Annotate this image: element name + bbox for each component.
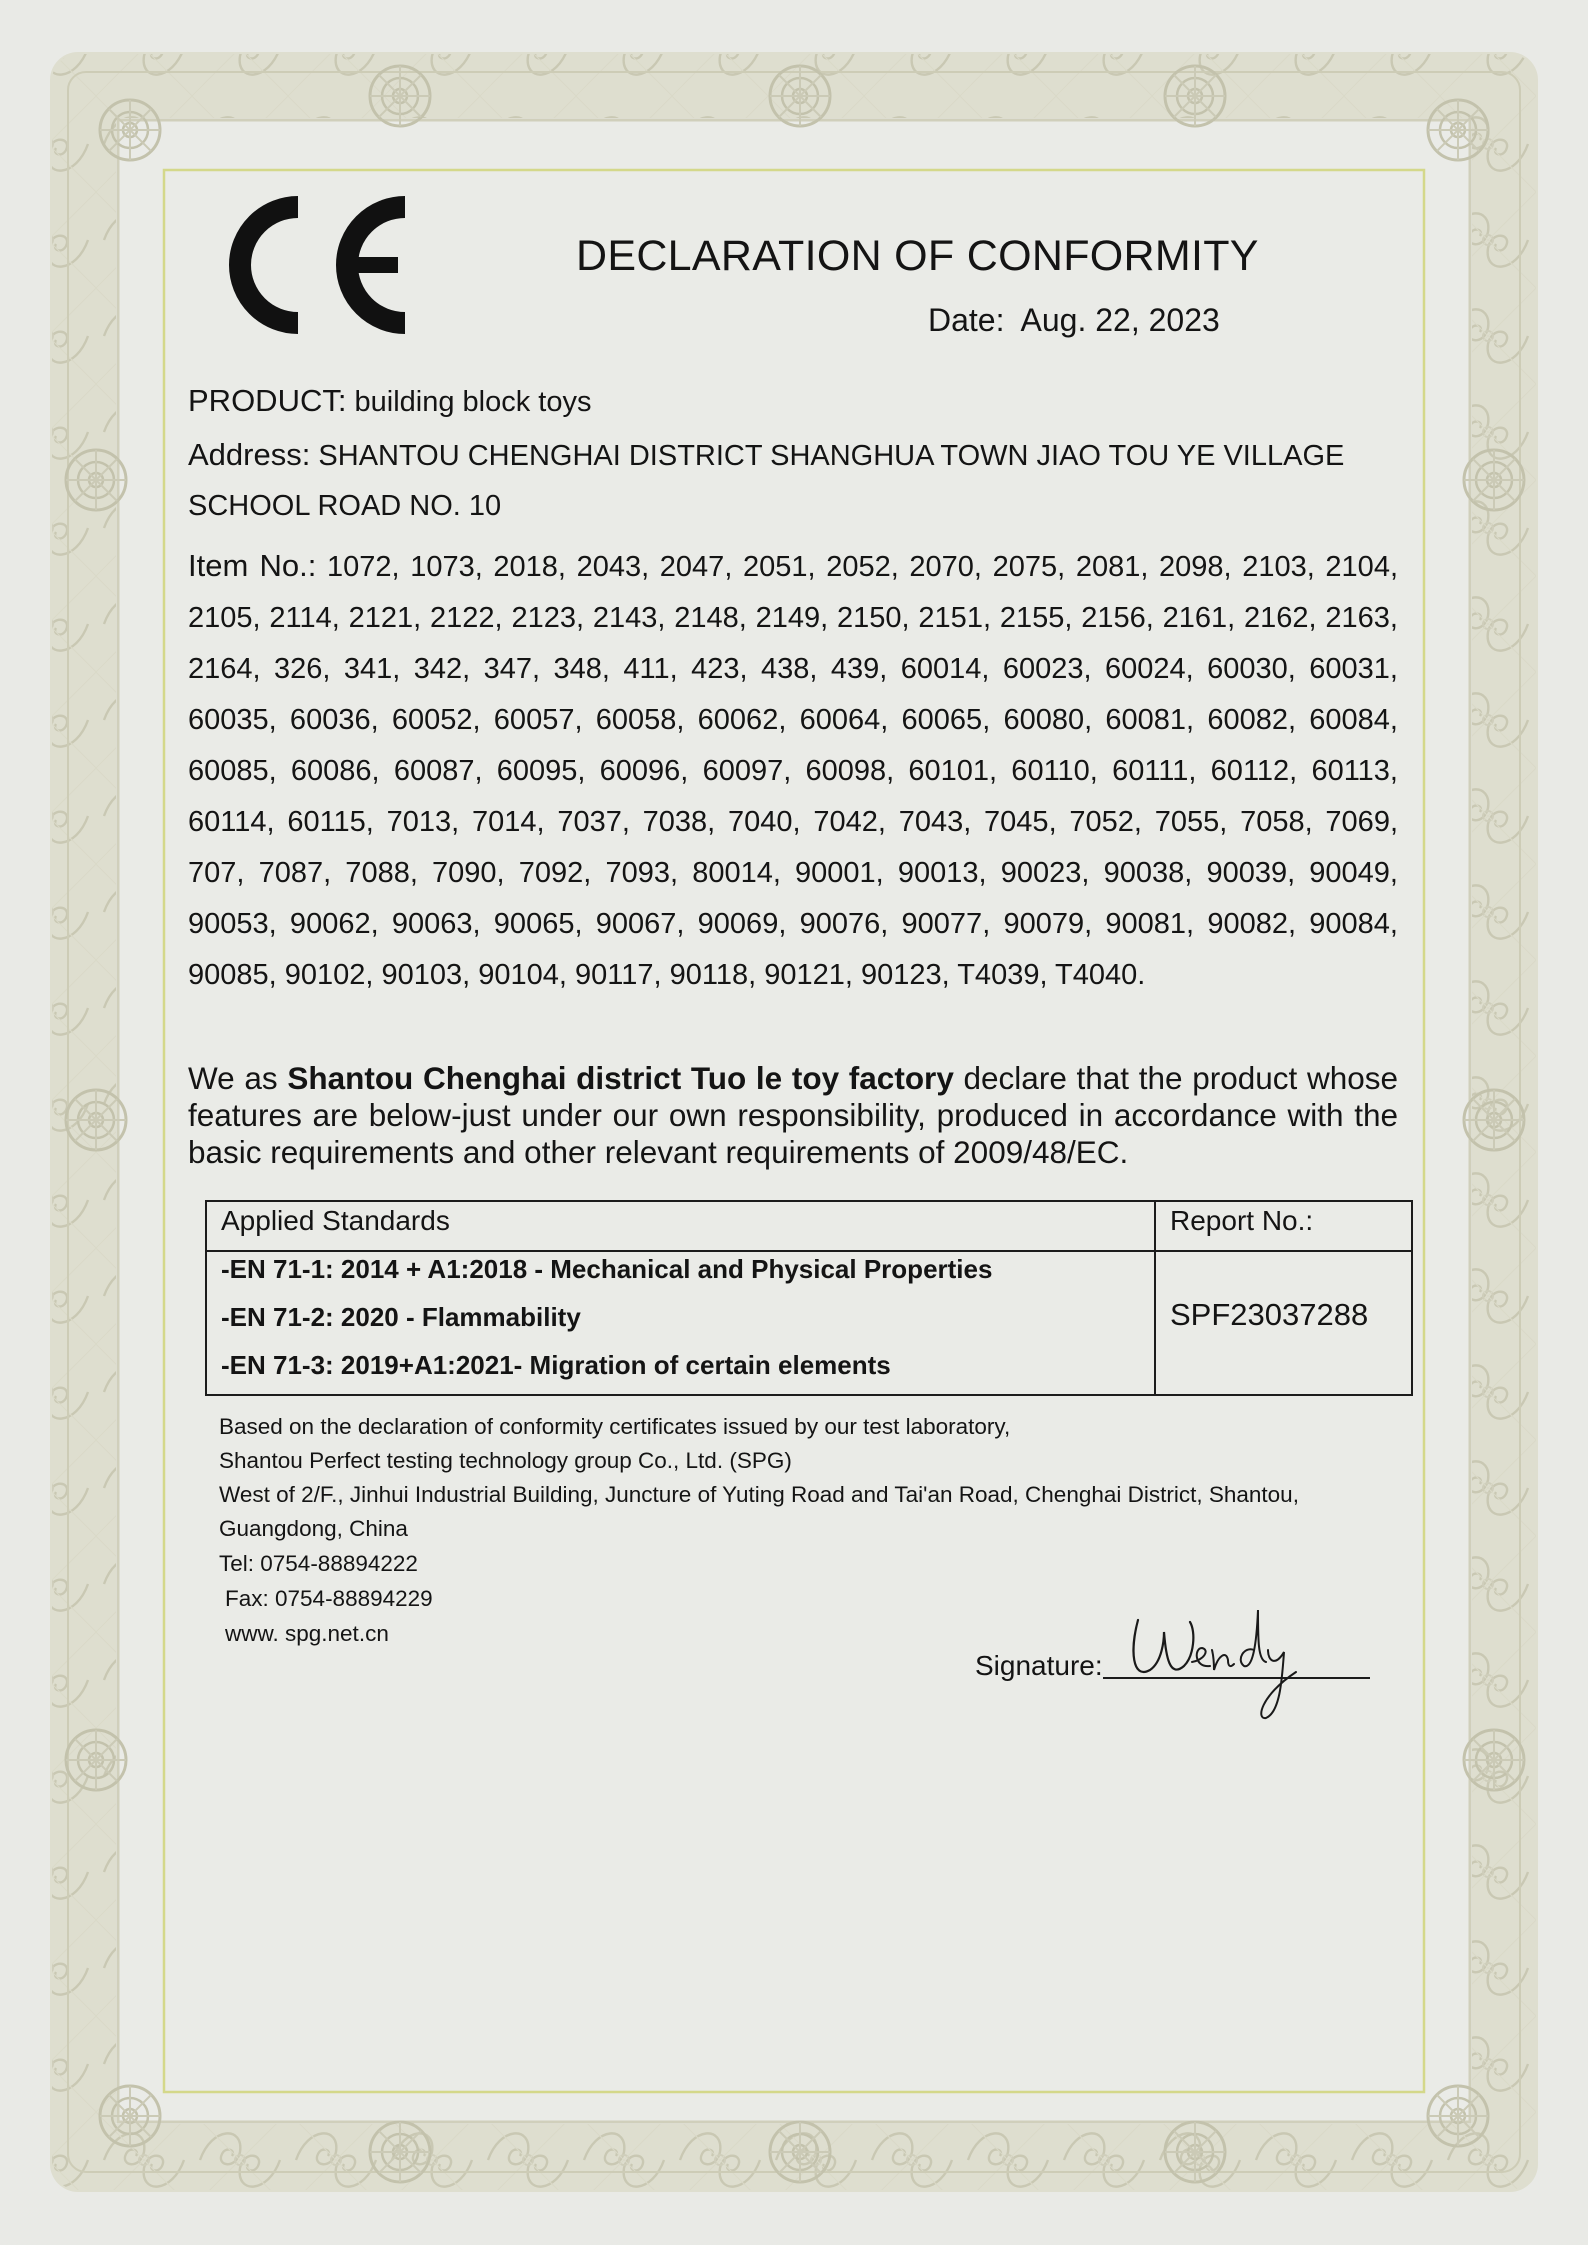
- lab-fax: Fax: 0754-88894229: [225, 1586, 433, 1611]
- standard-row: -EN 71-3: 2019+A1:2021- Migration of certain elements: [221, 1350, 891, 1380]
- declaration-body: declare that the product whose features are below-just under our own responsibility, produced in accordance with the basic requirements and other relevant requirements of 2009/48/EC.: [188, 1060, 1399, 1170]
- address-line-1: [188, 437, 1344, 473]
- lab-statement: Based on the declaration of conformity certificates issued by our test laboratory,: [219, 1414, 1011, 1439]
- declaration-statement: [188, 1060, 1398, 1171]
- product-line: [188, 383, 592, 419]
- item-label: Item No.:: [188, 548, 317, 583]
- document-date: [928, 302, 1220, 339]
- standard-row: -EN 71-1: 2014 + A1:2018 - Mechanical and Physical Properties: [221, 1254, 993, 1284]
- item-values: 1072, 1073, 2018, 2043, 2047, 2051, 2052, 2070, 2075, 2081, 2098, 2103, 2104, 2105, 2114, 2121, 2122, 2123, 2143, 2148, 2149, 2150, 2151, 2155, 2156, 2161, 2162, 2163, 2164, 326, 341, 342, 347, 348, 411, 423, 438, 439, 60014, 60023, 60024, 60030, 60031, 60035, 60036, 60052, 60057, 60058, 60062, 60064, 60065, 60080, 60081, 60082, 60084, 60085, 60086, 60087, 60095, 60096, 60097, 60098, 60101, 60110, 60111, 60112, 60113, 60114, 60115, 7013, 7014, 7037, 7038, 7040, 7042, 7043, 7045, 7052, 7055, 7058, 7069, 707, 7087, 7088, 7090, 7092, 7093, 80014, 90001, 90013, 90023, 90038, 90039, 90049, 90053, 90062, 90063, 90065, 90067, 90069, 90076, 90077, 90079, 90081, 90082, 90084, 90085, 90102, 90103, 90104, 90117, 90118, 90121, 90123, T4039, T4040.: [188, 551, 1399, 991]
- standard-row: -EN 71-2: 2020 - Flammability: [221, 1302, 581, 1332]
- signature-label: Signature:: [975, 1650, 1103, 1681]
- header-report-no: Report No.:: [1170, 1205, 1314, 1236]
- declaration-prefix: We as: [188, 1060, 288, 1096]
- lab-telephone: Tel: 0754-88894222: [219, 1551, 418, 1576]
- ce-mark-logo: [220, 195, 410, 335]
- header-applied-standards: Applied Standards: [221, 1205, 450, 1236]
- table-column-divider: [1154, 1202, 1156, 1394]
- item-number-list: [188, 540, 1398, 1001]
- manufacturer-name: Shantou Chenghai district Tuo le toy factory: [287, 1060, 954, 1096]
- date-value: Aug. 22, 2023: [1020, 302, 1220, 338]
- handwritten-signature: [1120, 1600, 1320, 1730]
- lab-website: www. spg.net.cn: [225, 1621, 389, 1646]
- address-line-2: SCHOOL ROAD NO. 10: [188, 490, 502, 522]
- address-label: Address:: [188, 437, 311, 472]
- product-value: building block toys: [354, 386, 592, 418]
- address-value-1: SHANTOU CHENGHAI DISTRICT SHANGHUA TOWN JIAO TOU YE VILLAGE: [318, 440, 1345, 472]
- report-number: SPF23037288: [1170, 1297, 1369, 1332]
- lab-address-line-1: West of 2/F., Jinhui Industrial Building, Juncture of Yuting Road and Tai'an Road, Chenghai District, Shantou,: [219, 1482, 1299, 1507]
- page-title: DECLARATION OF CONFORMITY: [576, 232, 1259, 280]
- date-label: Date:: [928, 302, 1005, 338]
- lab-name: Shantou Perfect testing technology group Co., Ltd. (SPG): [219, 1448, 792, 1473]
- applied-standards-table: [205, 1200, 1413, 1396]
- lab-address-line-2: Guangdong, China: [219, 1516, 408, 1541]
- product-label: PRODUCT:: [188, 383, 347, 418]
- table-header-divider: [207, 1250, 1411, 1252]
